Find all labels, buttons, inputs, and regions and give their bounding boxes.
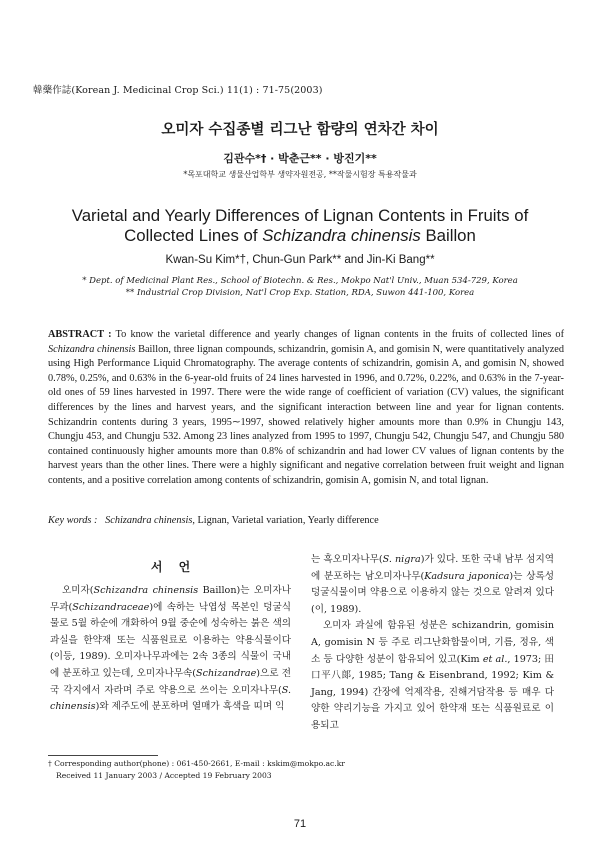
text: , 1973; 田口平八郞, 1985; Tang & Eisenbrand, 1992; Kim & Jang, 1994) 간장에 억제작용, 진해거담작용 등 매우 다양한 약리기능을 가지고 있어 한약재 또는 식품원료로 이용되고 bbox=[311, 653, 555, 731]
abstract bbox=[48, 328, 564, 489]
body-left-column bbox=[50, 583, 291, 716]
footnote-received: Received 11 January 2003 / Accepted 19 February 2003 bbox=[56, 771, 272, 780]
right-paragraph-1 bbox=[311, 552, 554, 618]
text: )에 속하는 낙엽성 목본인 덩굴식물로 5월 하순에 개화하여 9월 중순에 성숙하는 붉은 색의 과실을 한약재 또는 식품원료로 이용하는 약용식물이다(이등, 1989). 오미자나무과에는 2속 3종의 식물이 국내에 분포하고 있는데, 오미자나무속( bbox=[50, 601, 291, 679]
et-al: et al. bbox=[482, 653, 508, 665]
keywords-label: Key words : bbox=[48, 515, 98, 526]
abstract-text-2: Baillon, three lignan compounds, schizandrin, gomisin A, and gomisin N, were quantitatively analyzed using High Performance Liquid Chromatography. The average contents of schizandrin, gomisin A, and gomisin N, showed 0.78%, 0.25%, and 0.63% in the 6-year-old fruits of 24 lines harvested in 1996, and 0.72%, 0.22%, and 0.63% in the 7-year-old ones of 59 lines harvested in 1997. There were the wide range of coefficient of variation (CV) values, the significant differences by the lines and harvest years, and the significant interaction between line and year for lignan contents. Schizandrin contents during 3 years, 1995∼1997, showed relatively higher amounts more than 0.9% in Chungju 143, Chungju 453, and Chungju 532. Among 23 lines analyzed from 1995 to 1997, Chungju 542, Chungju 547, and Chungju 580 contained continuously higher amounts more than 0.8% of schizandrin and had lower CV values of lignan contents by the harvest years than the other lines. There were a highly significant and negative correlation between fruit weight and lignan contents, and a positive correlation among contents of schizandrin, gomisin A, gomisin N, and total lignan. bbox=[48, 343, 564, 486]
right-paragraph-2 bbox=[311, 618, 554, 734]
species-name: S. nigra bbox=[382, 554, 421, 565]
journal-header: 韓藥作誌(Korean J. Medicinal Crop Sci.) 11(1) : 71-75(2003) bbox=[33, 85, 323, 96]
text: )으로 전국 각지에서 자라며 주로 약용으로 쓰이는 오미자나무( bbox=[50, 667, 291, 696]
keywords bbox=[48, 515, 564, 526]
english-title-text-end: Baillon bbox=[420, 226, 476, 245]
body-right-column bbox=[311, 552, 554, 735]
footnote-divider bbox=[48, 755, 158, 756]
section-heading-introduction: 서 언 bbox=[150, 560, 191, 574]
english-title bbox=[40, 206, 560, 246]
text: Baillon)는 오미자나무과( bbox=[50, 585, 291, 613]
affiliation-line1: * Dept. of Medicinal Plant Res., School of Biotechn. & Res., Mokpo Nat'l Univ., Muan 534-729, Korea bbox=[82, 276, 518, 286]
english-affiliation bbox=[0, 275, 600, 299]
korean-affiliation: *목포대학교 생물산업학부 생약자원전공, **작물시험장 특용작물과 bbox=[183, 170, 417, 179]
affiliation-line2: ** Industrial Crop Division, Nat'l Crop Exp. Station, RDA, Suwon 441-100, Korea bbox=[125, 288, 475, 298]
english-authors: Kwan-Su Kim*†, Chun-Gun Park** and Jin-Ki Bang** bbox=[165, 254, 435, 266]
abstract-species: Schizandra chinensis bbox=[48, 343, 136, 355]
text: )와 제주도에 분포하며 열매가 흑색을 띠며 익 bbox=[95, 701, 285, 713]
genus-name: Schizandrae bbox=[196, 667, 257, 679]
left-paragraph bbox=[50, 583, 291, 716]
english-title-line2 bbox=[40, 226, 560, 246]
abstract-label: ABSTRACT : bbox=[48, 329, 112, 340]
text: 오미자( bbox=[62, 585, 94, 596]
english-title-line1: Varietal and Yearly Differences of Lignan Contents in Fruits of bbox=[71, 206, 529, 225]
text: )가 있다. 또한 국내 남부 섬지역에 분포하는 남오미자나무( bbox=[311, 554, 554, 582]
keywords-rest: , Lignan, Varietal variation, Yearly difference bbox=[192, 515, 379, 526]
text: )는 상록성 덩굴식물이며 약용으로 이용하지 않는 것으로 알려져 있다(이, 1989). bbox=[311, 570, 554, 615]
keywords-species: Schizandra chinensis bbox=[105, 515, 193, 526]
species-name: Schizandra chinensis bbox=[93, 585, 199, 596]
english-title-text: Collected Lines of bbox=[124, 226, 263, 245]
korean-title: 오미자 수집종별 리그난 함량의 연차간 차이 bbox=[161, 122, 439, 138]
species-name: Kadsura japonica bbox=[424, 570, 510, 582]
family-name: Schizandraceae bbox=[72, 601, 150, 613]
footnote bbox=[48, 758, 548, 782]
korean-authors: 김관수*† · 박춘근** · 방진기** bbox=[223, 152, 377, 165]
english-title-species: Schizandra chinensis bbox=[262, 226, 421, 245]
text: 오미자 과실에 함유된 성분은 schizandrin, gomisin A, gomisin N 등 주로 리그난화합물이며, 기름, 정유, 색소 등 다양한 성분이 함유되어 있고(Kim bbox=[311, 620, 554, 665]
abstract-text-1: To know the varietal difference and yearly changes of lignan contents in the fruits of collected lines of bbox=[111, 329, 564, 340]
text: 는 흑오미자나무( bbox=[311, 554, 383, 565]
page-number: 71 bbox=[293, 818, 307, 830]
footnote-corresponding: † Corresponding author(phone) : 061-450-2661, E-mail : kskim@mokpo.ac.kr bbox=[48, 759, 345, 768]
species-name: S. chinensis bbox=[50, 684, 291, 713]
